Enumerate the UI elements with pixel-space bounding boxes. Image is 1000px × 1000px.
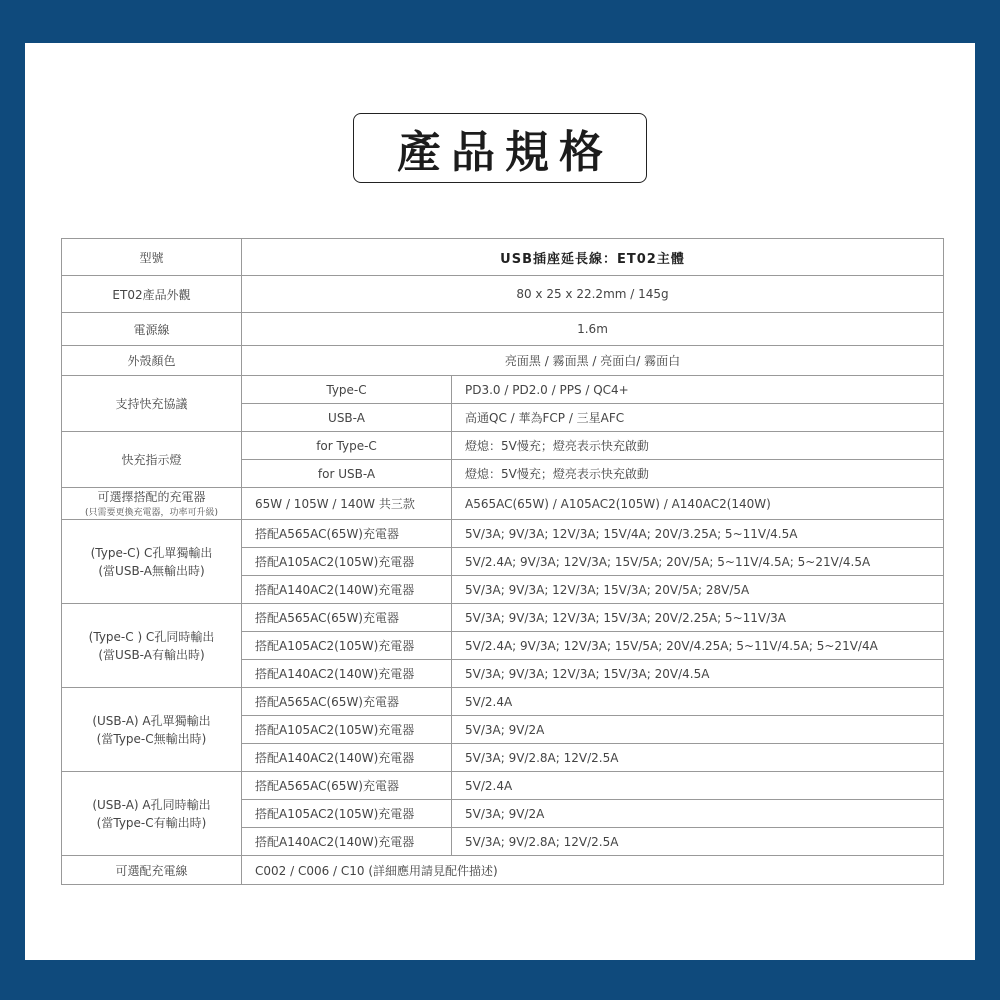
row-label (62, 520, 242, 604)
table-row (62, 688, 944, 716)
row-label (62, 488, 242, 520)
charger-cell: 搭配A105AC2(105W)充電器 (242, 800, 452, 828)
table-row (62, 856, 944, 885)
value-cell: 5V/3A; 9V/3A; 12V/3A; 15V/4A; 20V/3.25A; 5~11V/4.5A (452, 520, 944, 548)
row-label: 可選配充電線 (62, 856, 242, 885)
value-cell: 5V/2.4A (452, 772, 944, 800)
charger-cell: 搭配A565AC(65W)充電器 (242, 772, 452, 800)
title-box (353, 113, 647, 183)
charger-cell: 搭配A105AC2(105W)充電器 (242, 632, 452, 660)
row-label-line1: (USB-A) A孔同時輸出 (92, 797, 211, 812)
value-cell: A565AC(65W) / A105AC2(105W) / A140AC2(140W) (452, 488, 944, 520)
row-label-line2: (當Type-C有輸出時) (96, 815, 207, 830)
table-row (62, 772, 944, 800)
table-row (62, 346, 944, 376)
value-cell: 5V/3A; 9V/2.8A; 12V/2.5A (452, 744, 944, 772)
table-row (62, 520, 944, 548)
table-row (62, 604, 944, 632)
row-value: 80 x 25 x 22.2mm / 145g (242, 276, 944, 313)
port-cell: USB-A (242, 404, 452, 432)
value-cell: PD3.0 / PD2.0 / PPS / QC4+ (452, 376, 944, 404)
value-cell: 5V/2.4A; 9V/3A; 12V/3A; 15V/5A; 20V/4.25A; 5~11V/4.5A; 5~21V/4A (452, 632, 944, 660)
row-label (62, 604, 242, 688)
table-row (62, 488, 944, 520)
row-label-line2: (當USB-A有輸出時) (98, 647, 205, 662)
table-row (62, 376, 944, 404)
value-cell: 5V/3A; 9V/2.8A; 12V/2.5A (452, 828, 944, 856)
charger-cell: 搭配A565AC(65W)充電器 (242, 520, 452, 548)
row-value: 亮面黑 / 霧面黑 / 亮面白/ 霧面白 (242, 346, 944, 376)
row-label: 電源線 (62, 313, 242, 346)
port-cell: Type-C (242, 376, 452, 404)
charger-cell: 搭配A140AC2(140W)充電器 (242, 744, 452, 772)
value-cell: 5V/3A; 9V/2A (452, 716, 944, 744)
charger-cell: 搭配A140AC2(140W)充電器 (242, 576, 452, 604)
row-label-line1: (USB-A) A孔單獨輸出 (92, 713, 211, 728)
charger-cell: 搭配A565AC(65W)充電器 (242, 688, 452, 716)
row-label-note: (只需要更換充電器，功率可升級) (84, 507, 219, 518)
row-label-line2: (當Type-C無輸出時) (96, 731, 207, 746)
row-label (62, 772, 242, 856)
charger-cell: 搭配A140AC2(140W)充電器 (242, 828, 452, 856)
row-label: ET02產品外觀 (62, 276, 242, 313)
charger-cell: 搭配A105AC2(105W)充電器 (242, 548, 452, 576)
row-label-line1: (Type-C) C孔單獨輸出 (90, 545, 213, 560)
row-label (62, 688, 242, 772)
charger-cell: 搭配A565AC(65W)充電器 (242, 604, 452, 632)
value-cell: 高通QC / 華為FCP / 三星AFC (452, 404, 944, 432)
row-label: 支持快充協議 (62, 376, 242, 432)
port-cell: for Type-C (242, 432, 452, 460)
table-row (62, 239, 944, 276)
value-cell: 燈熄：5V慢充；燈亮表示快充啟動 (452, 460, 944, 488)
row-label: 外殼顏色 (62, 346, 242, 376)
value-cell: 5V/2.4A (452, 688, 944, 716)
value-cell: 5V/3A; 9V/2A (452, 800, 944, 828)
row-label-line2: (當USB-A無輸出時) (98, 563, 205, 578)
options-cell: 65W / 105W / 140W 共三款 (242, 488, 452, 520)
row-label-main: 可選擇搭配的充電器 (97, 489, 206, 504)
row-value: USB插座延長線：ET02主體 (242, 239, 944, 276)
table-row (62, 276, 944, 313)
row-value: C002 / C006 / C10 (詳細應用請見配件描述) (242, 856, 944, 885)
spec-table (61, 238, 944, 885)
table-row (62, 313, 944, 346)
value-cell: 5V/3A; 9V/3A; 12V/3A; 15V/3A; 20V/4.5A (452, 660, 944, 688)
row-label: 型號 (62, 239, 242, 276)
row-value: 1.6m (242, 313, 944, 346)
value-cell: 5V/2.4A; 9V/3A; 12V/3A; 15V/5A; 20V/5A; 5~11V/4.5A; 5~21V/4.5A (452, 548, 944, 576)
port-cell: for USB-A (242, 460, 452, 488)
charger-cell: 搭配A140AC2(140W)充電器 (242, 660, 452, 688)
row-label-line1: (Type-C ) C孔同時輸出 (88, 629, 215, 644)
row-label: 快充指示燈 (62, 432, 242, 488)
value-cell: 5V/3A; 9V/3A; 12V/3A; 15V/3A; 20V/2.25A; 5~11V/3A (452, 604, 944, 632)
value-cell: 燈熄：5V慢充；燈亮表示快充啟動 (452, 432, 944, 460)
page-title: 產品規格 (397, 127, 613, 178)
charger-cell: 搭配A105AC2(105W)充電器 (242, 716, 452, 744)
table-row (62, 432, 944, 460)
value-cell: 5V/3A; 9V/3A; 12V/3A; 15V/3A; 20V/5A; 28V/5A (452, 576, 944, 604)
